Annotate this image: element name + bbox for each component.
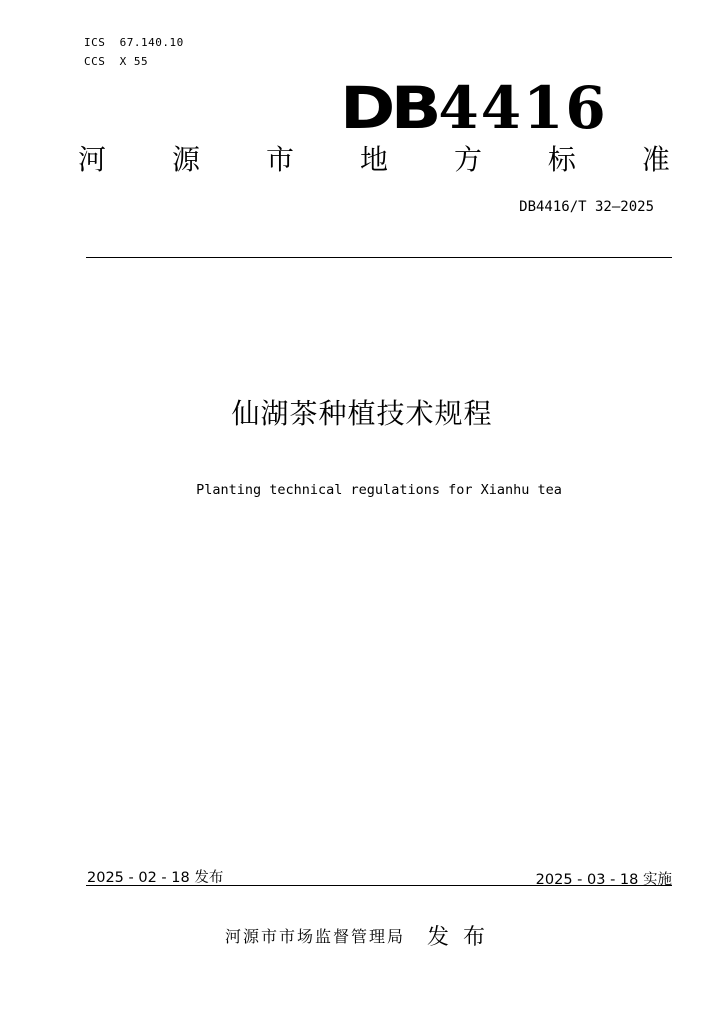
standard-number: DB4416/T 32—2025 [519,199,654,215]
standard-logo [340,74,640,142]
bottom-divider [86,885,672,886]
ccs-code: CCS X 55 [84,55,149,68]
issuer-name: 河源市市场监督管理局 [224,927,405,946]
standard-type-char: 源 [171,143,200,176]
standard-type-char: 市 [265,143,294,176]
logo-prefix: DB [340,74,438,142]
standard-type-char: 准 [641,143,670,176]
top-divider [86,257,672,258]
issuer-action: 发布 [427,925,500,950]
standard-type-char: 河 [78,143,107,176]
logo-digits: 4416 [438,74,608,142]
standard-type-char: 标 [547,143,576,176]
issue-date: 2025 - 02 - 18 发布 [87,870,224,886]
standard-type-char: 地 [359,143,388,176]
document-title-chinese: 仙湖茶种植技术规程 [231,397,493,430]
ics-code: ICS 67.140.10 [84,36,184,49]
implementation-date: 2025 - 03 - 18 实施 [535,872,672,888]
document-title-english: Planting technical regulations for Xianhu tea [196,482,562,498]
standard-type [78,140,670,180]
issuer-line [0,920,724,951]
standard-type-char: 方 [453,143,482,176]
